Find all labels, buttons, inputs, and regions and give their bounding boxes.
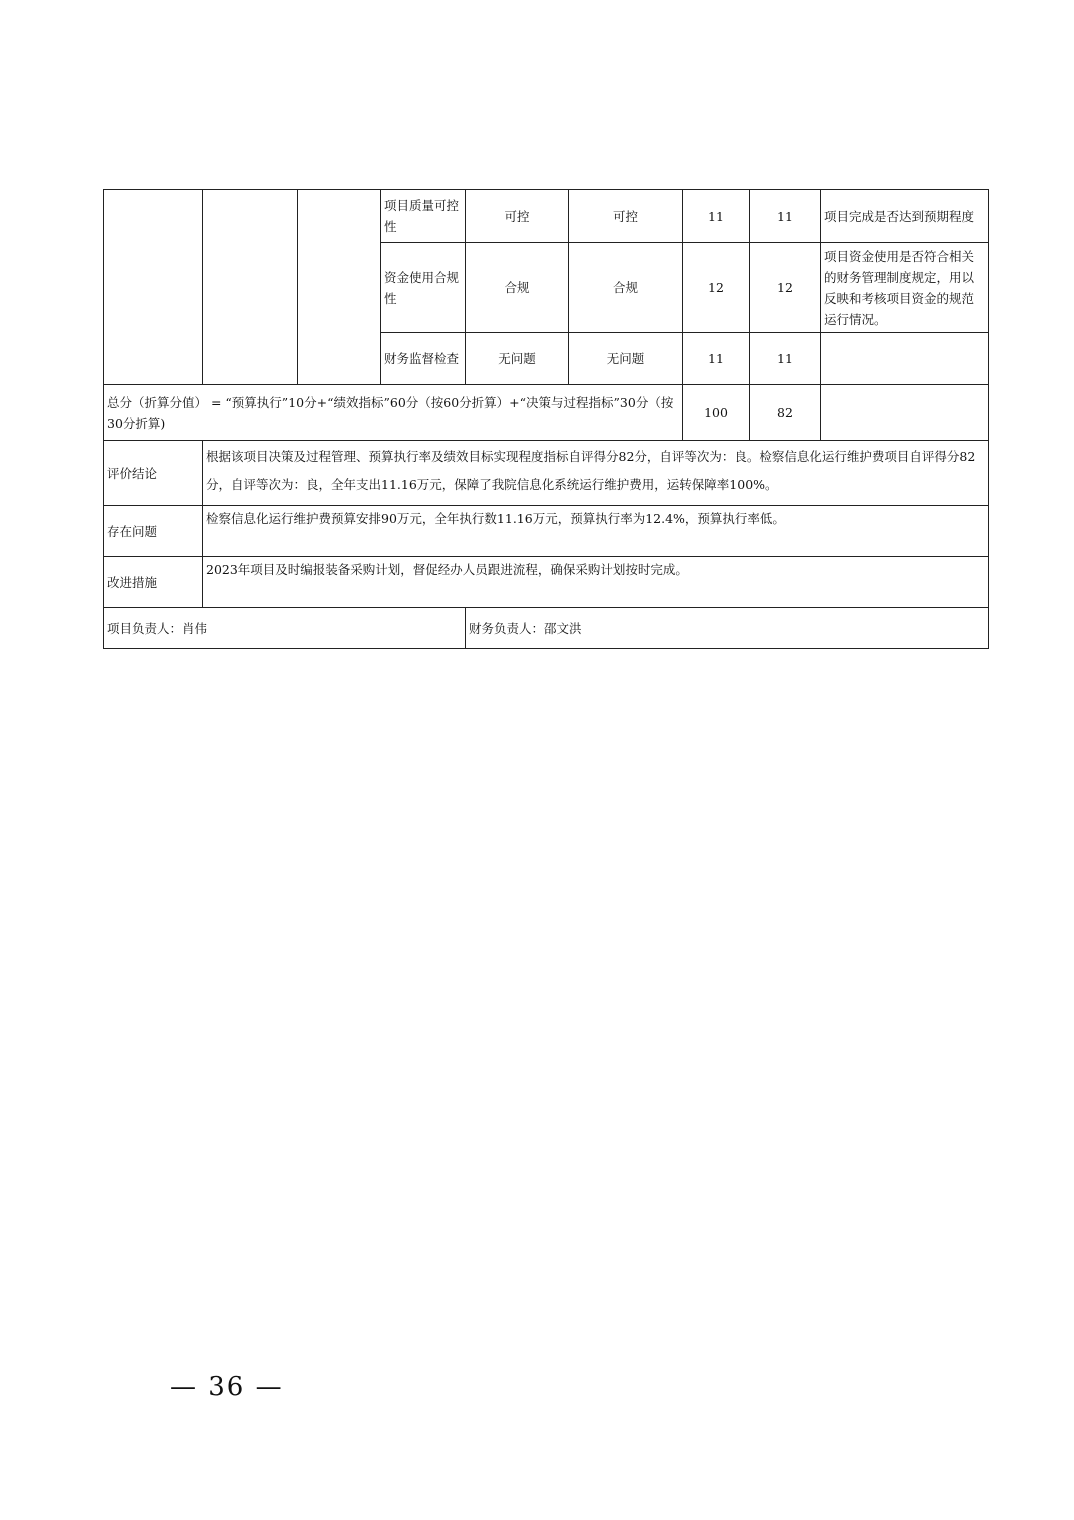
indicator-weight: 12 [683, 243, 750, 333]
indicator-weight: 11 [683, 333, 750, 385]
indicator-score: 11 [750, 190, 821, 243]
indicator-name: 项目质量可控性 [381, 190, 466, 243]
improvements-label: 改进措施 [104, 557, 203, 608]
indicator-name: 资金使用合规性 [381, 243, 466, 333]
indicator-target: 合规 [466, 243, 569, 333]
indicator-weight: 11 [683, 190, 750, 243]
indicator-row [104, 190, 989, 243]
blank-category-cell-3 [298, 190, 381, 385]
indicator-target: 无问题 [466, 333, 569, 385]
total-weight: 100 [683, 385, 750, 441]
improvements-text: 2023年项目及时编报装备采购计划，督促经办人员跟进流程，确保采购计划按时完成。 [203, 557, 989, 608]
total-score-label: 总分（折算分值） = “预算执行”10分+“绩效指标”60分（按60分折算）+“决策与过程指标”30分（按30分折算) [104, 385, 683, 441]
indicator-score: 12 [750, 243, 821, 333]
finance-lead-signature: 财务负责人：邵文洪 [466, 608, 989, 649]
conclusion-text: 根据该项目决策及过程管理、预算执行率及绩效目标实现程度指标自评得分82分，自评等次为：良。检察信息化运行维护费项目自评得分82分，自评等次为：良，全年支出11.16万元，保障了我院信息化系统运行维护费用，运转保障率100%。 [203, 441, 989, 506]
total-score-row [104, 385, 989, 441]
page-number: — 36 — [170, 1372, 284, 1402]
indicator-target: 可控 [466, 190, 569, 243]
signature-row [104, 608, 989, 649]
indicator-score: 11 [750, 333, 821, 385]
issues-row [104, 506, 989, 557]
issues-label: 存在问题 [104, 506, 203, 557]
total-score: 82 [750, 385, 821, 441]
indicator-note [821, 333, 989, 385]
indicator-name: 财务监督检查 [381, 333, 466, 385]
conclusion-row [104, 441, 989, 506]
total-note [821, 385, 989, 441]
improvements-row [104, 557, 989, 608]
blank-category-cell-1 [104, 190, 203, 385]
indicator-note: 项目资金使用是否符合相关的财务管理制度规定，用以反映和考核项目资金的规范运行情况。 [821, 243, 989, 333]
blank-category-cell-2 [203, 190, 298, 385]
performance-evaluation-table [103, 189, 989, 649]
project-lead-signature: 项目负责人：肖伟 [104, 608, 466, 649]
issues-text: 检察信息化运行维护费预算安排90万元，全年执行数11.16万元，预算执行率为12.4%，预算执行率低。 [203, 506, 989, 557]
indicator-note: 项目完成是否达到预期程度 [821, 190, 989, 243]
indicator-actual: 合规 [569, 243, 683, 333]
indicator-actual: 无问题 [569, 333, 683, 385]
evaluation-table-container [103, 189, 988, 649]
conclusion-label: 评价结论 [104, 441, 203, 506]
indicator-actual: 可控 [569, 190, 683, 243]
